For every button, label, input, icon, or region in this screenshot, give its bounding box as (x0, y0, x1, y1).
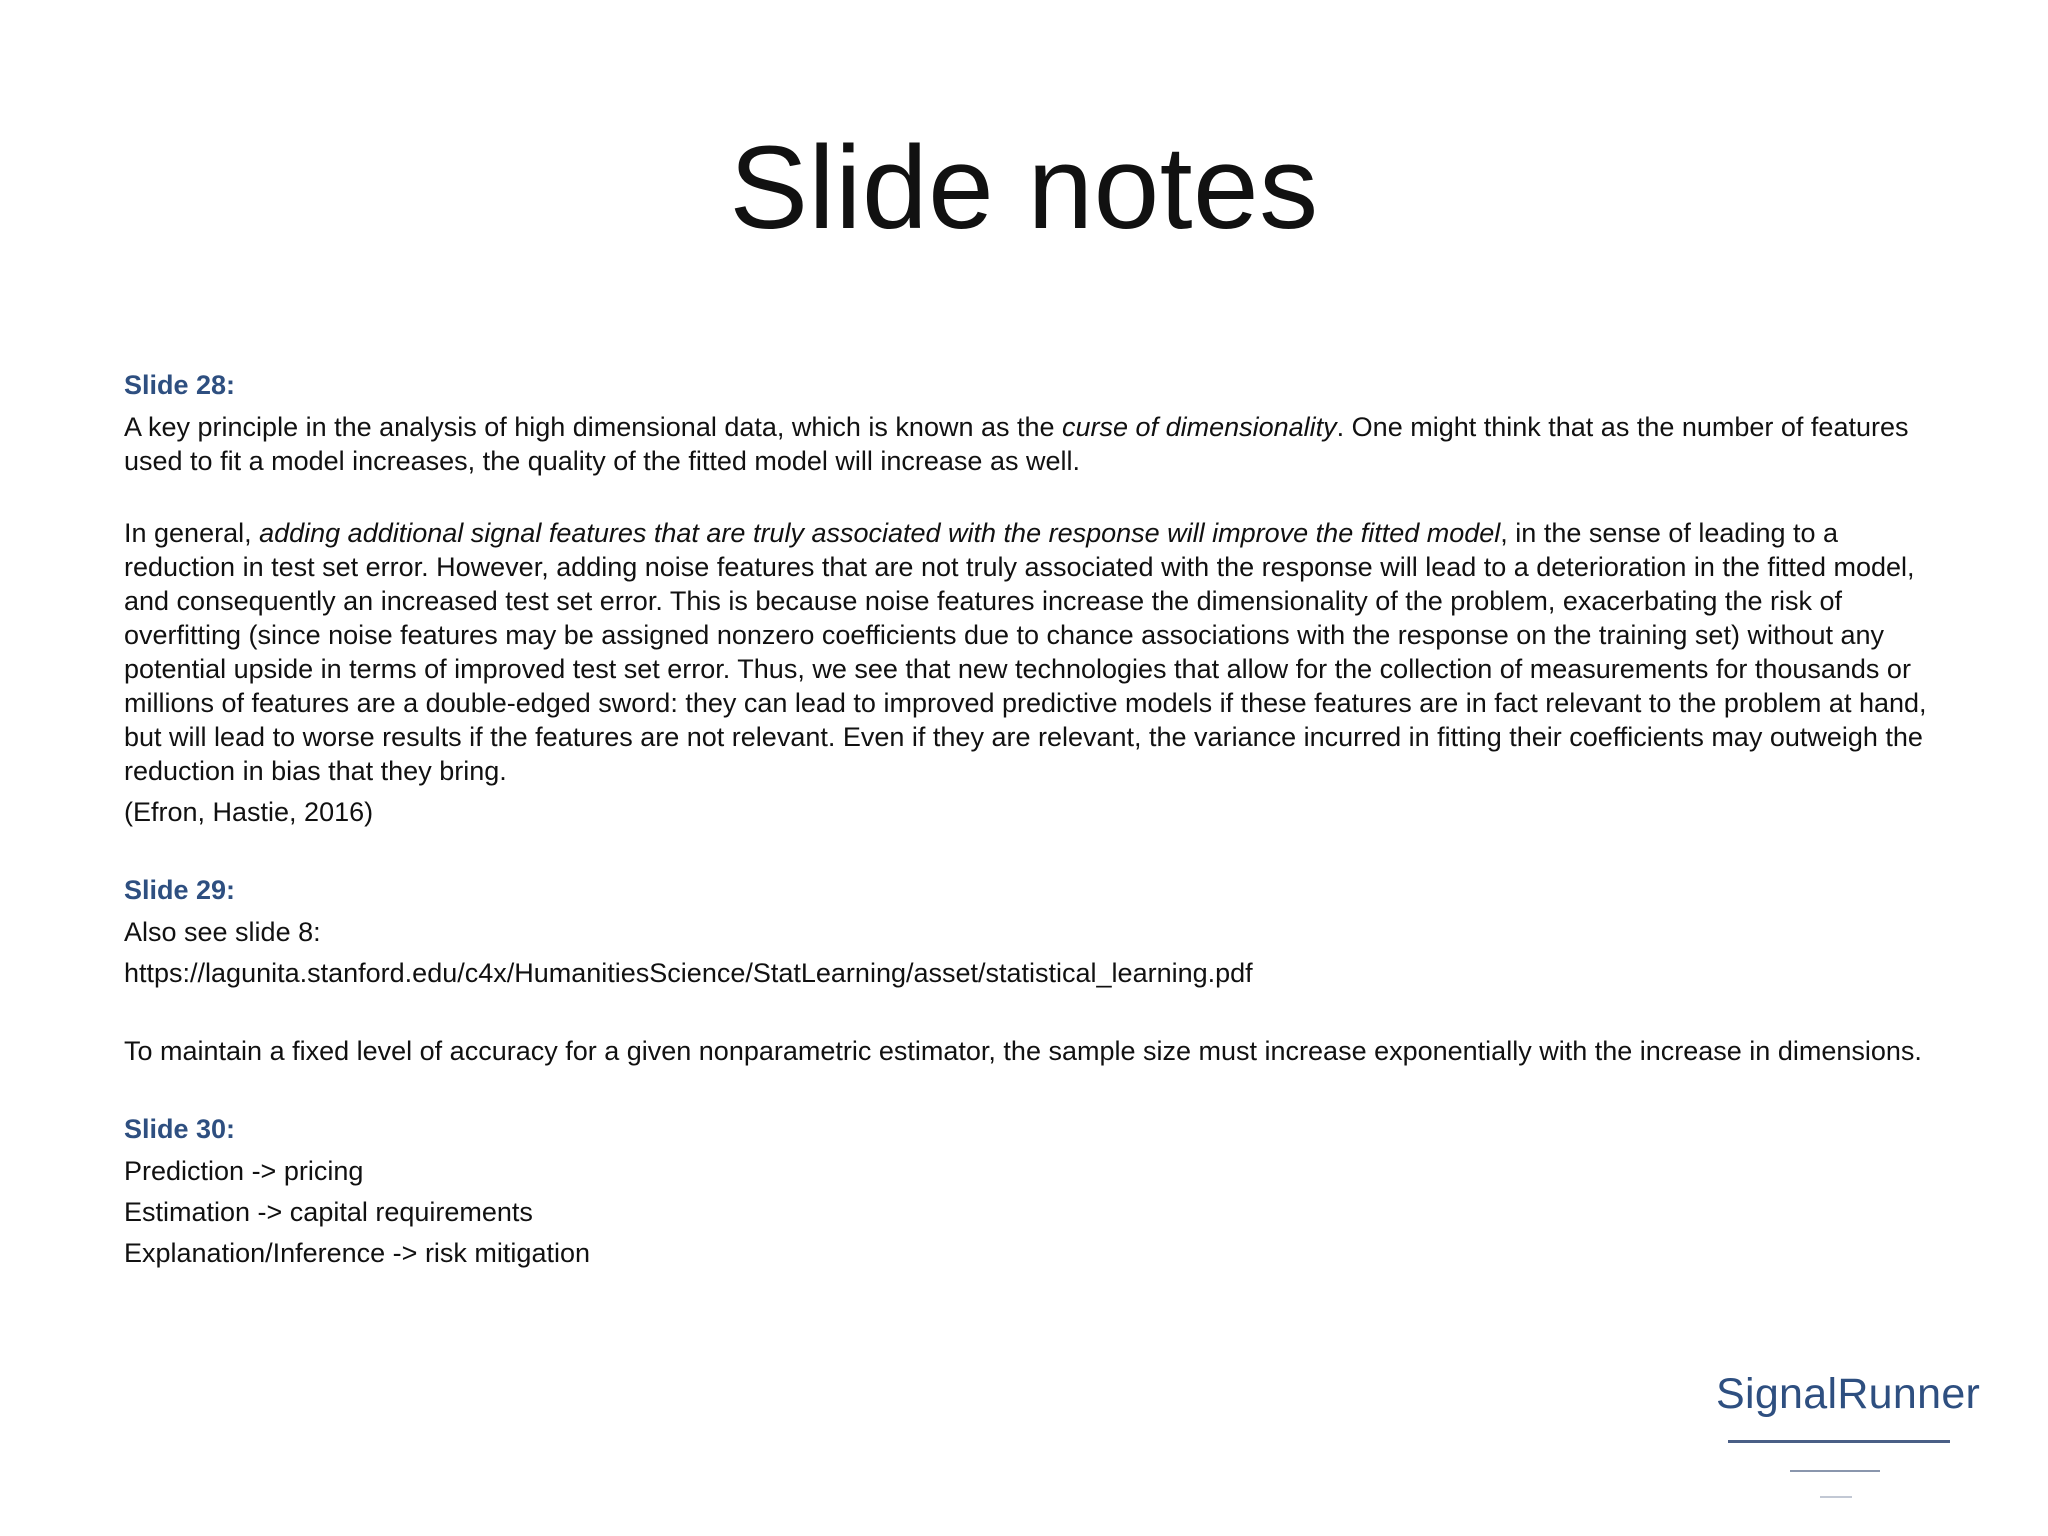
notes-body (124, 368, 1944, 1277)
logo-underline-short (1790, 1470, 1880, 1472)
slide-30-item: Explanation/Inference -> risk mitigation (124, 1238, 590, 1268)
logo-underline (1728, 1440, 1950, 1443)
slide-28-p2-text-b: , in the sense of leading to a reduction in test set error. However, adding noise features that are not truly associated with the response will lead to a deterioration in the fitted model, and consequently an increased test set error. This is because noise features increase the dimensionality of the problem, exacerbating the risk of overfitting (since noise features may be assigned nonzero coefficients due to chance associations with the response on the training set) without any potential upside in terms of improved test set error. Thus, we see that new technologies that allow for the collection of measurements for thousands or millions of features are a double-edged sword: they can lead to improved predictive models if these features are in fact relevant to the problem at hand, but will lead to worse results if the features are not relevant. Even if they are relevant, the variance incurred in fitting their coefficients may outweigh the reduction in bias that they bring. (124, 518, 1927, 786)
slide-30-item: Estimation -> capital requirements (124, 1197, 533, 1227)
slide-28-heading: Slide 28: (124, 370, 236, 400)
slide-28-citation: (Efron, Hastie, 2016) (124, 797, 374, 827)
slide-28-paragraph-1 (124, 410, 1944, 478)
slide-29-heading: Slide 29: (124, 875, 236, 905)
slide-28-p1-text-b: . One might think that as the number of features used to fit a model increases, the quality of the fitted model will increase as well. (124, 412, 1909, 476)
slide-30-heading: Slide 30: (124, 1114, 236, 1144)
slide-29-line-1: Also see slide 8: (124, 917, 321, 947)
logo-text: SignalRunner (1716, 1370, 1981, 1418)
slide-28-p1-italic: curse of dimensionality (1062, 412, 1337, 442)
slide-28-p2-italic: adding additional signal features that are truly associated with the response will improve the fitted model (259, 518, 1501, 548)
slide-28-p1-text-a: A key principle in the analysis of high dimensional data, which is known as the (124, 412, 1063, 442)
slide-29-url: https://lagunita.stanford.edu/c4x/HumanitiesScience/StatLearning/asset/statistical_learning.pdf (124, 958, 1253, 988)
slide-title: Slide notes (729, 122, 1319, 254)
slide-28-p2-text-a: In general, (124, 518, 260, 548)
signalrunner-logo (1716, 1368, 1981, 1508)
slide-29-paragraph: To maintain a fixed level of accuracy for a given nonparametric estimator, the sample size must increase exponentially with the increase in dimensions. (124, 1036, 1922, 1066)
slide-28-paragraph-2 (124, 516, 1944, 788)
logo-underline-shortest (1820, 1496, 1852, 1498)
slide-30-item: Prediction -> pricing (124, 1156, 364, 1186)
